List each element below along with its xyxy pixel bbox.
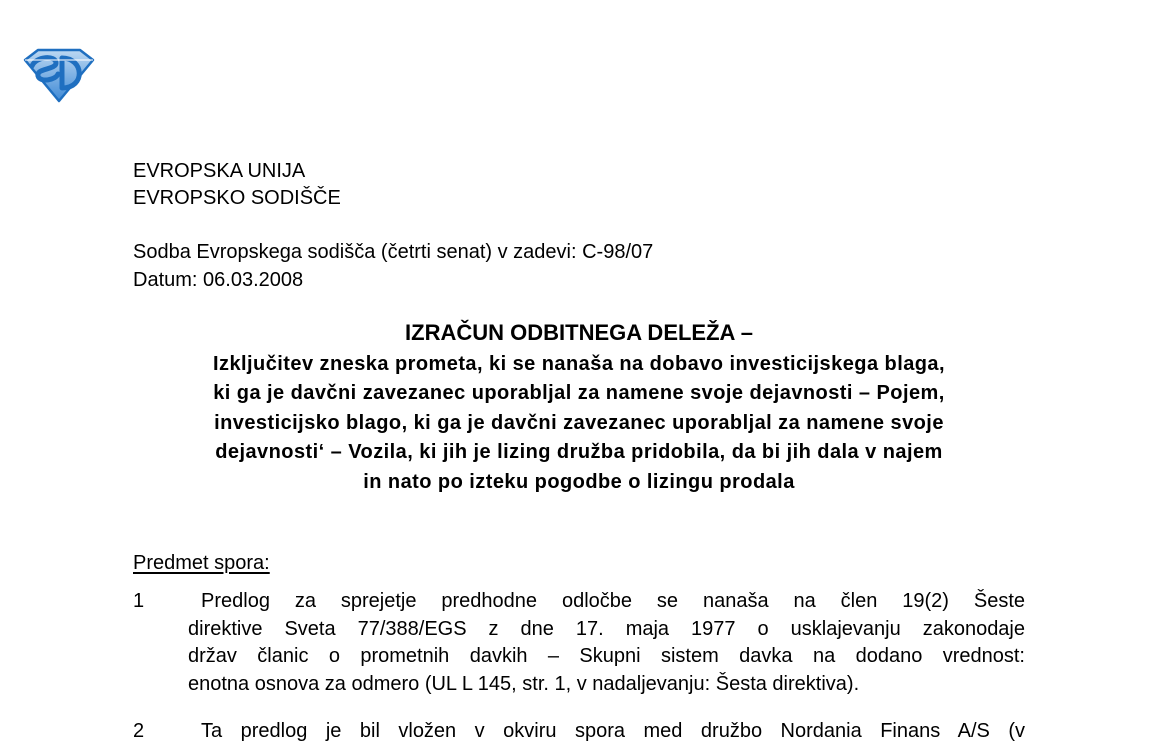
paragraph-line: enotna osnova za odmero (UL L 145, str. 1, v nadaljevanju: Šesta direktiva). [188, 672, 860, 695]
header-court: EVROPSKO SODIŠČE [133, 187, 341, 209]
subtitle-line: Izključitev zneska prometa, ki se nanaša na dobavo investicijskega blaga, [212, 353, 946, 375]
numbered-paragraph [133, 588, 1025, 698]
subtitle-line: dejavnosti‘ – Vozila, ki jih je lizing družba pridobila, da bi jih dala v najem [215, 441, 943, 464]
paragraph-line: Ta predlog je bil vložen v okviru spora med družbo Nordania Finans A/S (v [201, 720, 1025, 742]
section-heading: Predmet spora: [133, 552, 270, 574]
court-header [133, 158, 341, 212]
case-info [133, 238, 653, 294]
case-reference: Sodba Evropskega sodišča (četrti senat) v zadevi: C-98/07 [133, 241, 654, 263]
paragraph-line: držav članic o prometnih davkih – Skupni sistem davka na dodano vrednost: [188, 645, 1025, 667]
paragraph-text [188, 718, 1025, 746]
paragraph-line: Predlog za sprejetje predhodne odločbe se nanaša na člen 19(2) Šeste [201, 590, 1025, 612]
paragraph-number: 2 [133, 720, 145, 742]
sd-shield-logo-icon [22, 46, 96, 104]
document-title: IZRAČUN ODBITNEGA DELEŽA – [405, 320, 753, 345]
paragraph-text [188, 588, 1025, 698]
numbered-paragraph [133, 718, 1025, 746]
subtitle-line: ki ga je davčni zavezanec uporabljal za namene svoje dejavnosti – Pojem, [213, 382, 945, 405]
subtitle-line: in nato po izteku pogodbe o lizingu prodala [363, 470, 795, 493]
subtitle-line: investicijsko blago, ki ga je davčni zavezanec uporabljal za namene svoje [214, 411, 944, 434]
header-union: EVROPSKA UNIJA [133, 160, 306, 182]
document-subtitle [133, 350, 1025, 497]
paragraph-number: 1 [133, 590, 145, 612]
case-date: Datum: 06.03.2008 [133, 269, 304, 291]
paragraph-line: direktive Sveta 77/388/EGS z dne 17. maja 1977 o usklajevanju zakonodaje [188, 617, 1025, 640]
